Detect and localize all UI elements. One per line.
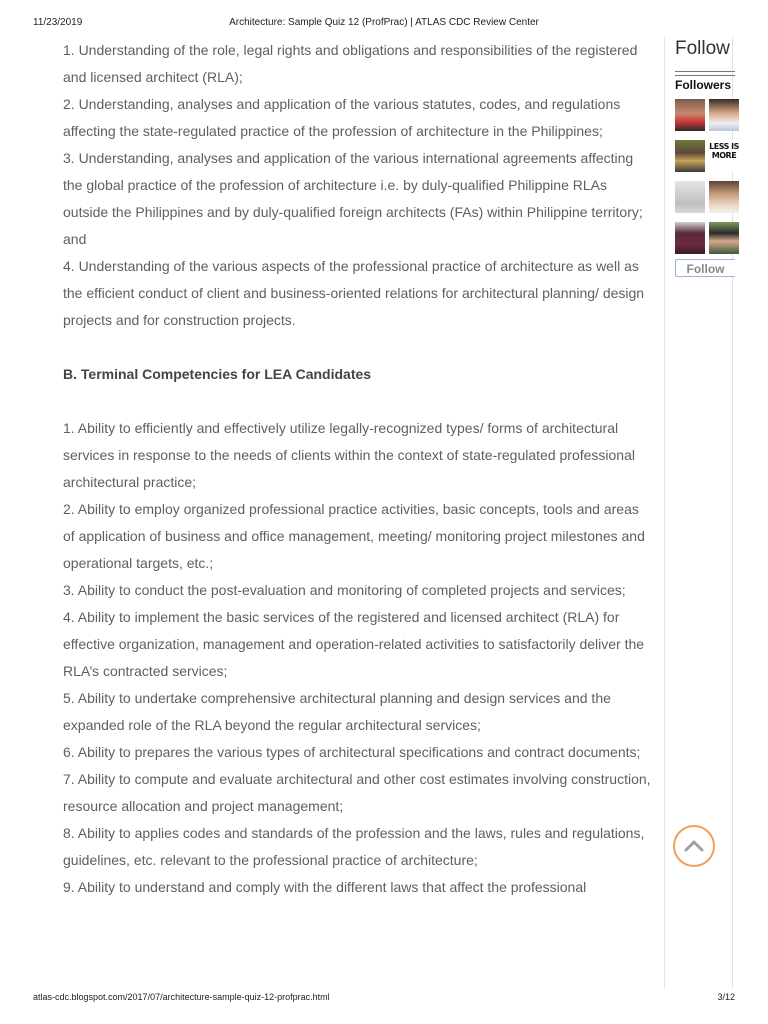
list-item: 1. Understanding of the role, legal rights and obligations and responsibilities of the registered and licensed architect (RLA); [63, 42, 638, 85]
list-item: 2. Ability to employ organized professional practice activities, basic concepts, tools and areas of application of business and office management, meeting/ monitoring project milestones and operational targets, etc.; [63, 501, 645, 571]
follower-avatar[interactable] [675, 222, 705, 254]
section-heading: B. Terminal Competencies for LEA Candidates [63, 366, 372, 382]
divider [675, 71, 735, 76]
main-column [34, 37, 665, 988]
list-item: 1. Ability to efficiently and effectively utilize legally-recognized types/ forms of architectural services in response to the needs of clients within the context of state-regulated professional architectural practice; [63, 420, 635, 490]
chevron-up-icon [684, 838, 704, 852]
print-page-title: Architecture: Sample Quiz 12 (ProfPrac) | ATLAS CDC Review Center [229, 17, 539, 28]
scroll-to-top-button[interactable] [673, 825, 715, 867]
list-item: 7. Ability to compute and evaluate architectural and other cost estimates involving construction, resource allocation and project management; [63, 771, 651, 814]
follower-avatar[interactable] [675, 181, 705, 213]
follower-avatar[interactable] [709, 222, 739, 254]
article-content [63, 37, 653, 901]
spacer [63, 388, 653, 415]
followers-label: Followers [675, 78, 732, 92]
print-url: atlas-cdc.blogspot.com/2017/07/architecture-sample-quiz-12-profprac.html [33, 992, 330, 1002]
follower-avatar[interactable] [709, 181, 739, 213]
print-page-number: 3/12 [717, 992, 735, 1002]
follower-avatar[interactable] [709, 140, 739, 172]
avatar-text: LESS IS MORE [709, 142, 739, 160]
list-item: 3. Ability to conduct the post-evaluation and monitoring of completed projects and services; [63, 582, 626, 598]
list-item: 2. Understanding, analyses and application of the various statutes, codes, and regulations affecting the state-regulated practice of the profession of architecture in the Philippines; [63, 96, 621, 139]
list-item: 8. Ability to applies codes and standards of the profession and the laws, rules and regulations, guidelines, etc. relevant to the professional practice of architecture; [63, 825, 645, 868]
list-item: 4. Ability to implement the basic services of the registered and licensed architect (RLA) for effective organization, management and operation-related activities to satisfactorily deliver the RLA’s contracted services; [63, 609, 645, 679]
follower-avatar[interactable] [709, 99, 739, 131]
follow-button[interactable]: Follow [675, 259, 735, 277]
print-header [0, 17, 768, 31]
list-item: 3. Understanding, analyses and application of the various international agreements affecting the global practice of the profession of architecture i.e. by duly-qualified Philippine RLAs outside the Philippines and by duly-qualified foreign architects (FAs) within Philippine territory; and [63, 150, 643, 247]
print-date: 11/23/2019 [33, 17, 83, 28]
follower-avatar[interactable] [675, 140, 705, 172]
follower-avatar[interactable] [675, 99, 705, 131]
follow-widget-title: Follow [675, 38, 730, 59]
list-item: 6. Ability to prepares the various types of architectural specifications and contract documents; [63, 744, 641, 760]
list-item: 5. Ability to undertake comprehensive architectural planning and design services and the expanded role of the RLA beyond the regular architectural services; [63, 690, 611, 733]
list-item: 9. Ability to understand and comply with the different laws that affect the professional [63, 879, 587, 895]
spacer [63, 334, 653, 361]
print-footer [0, 992, 768, 1006]
list-item: 4. Understanding of the various aspects of the professional practice of architecture as well as the efficient conduct of client and business-oriented relations for architectural planning/ design projects and for construction projects. [63, 258, 645, 328]
